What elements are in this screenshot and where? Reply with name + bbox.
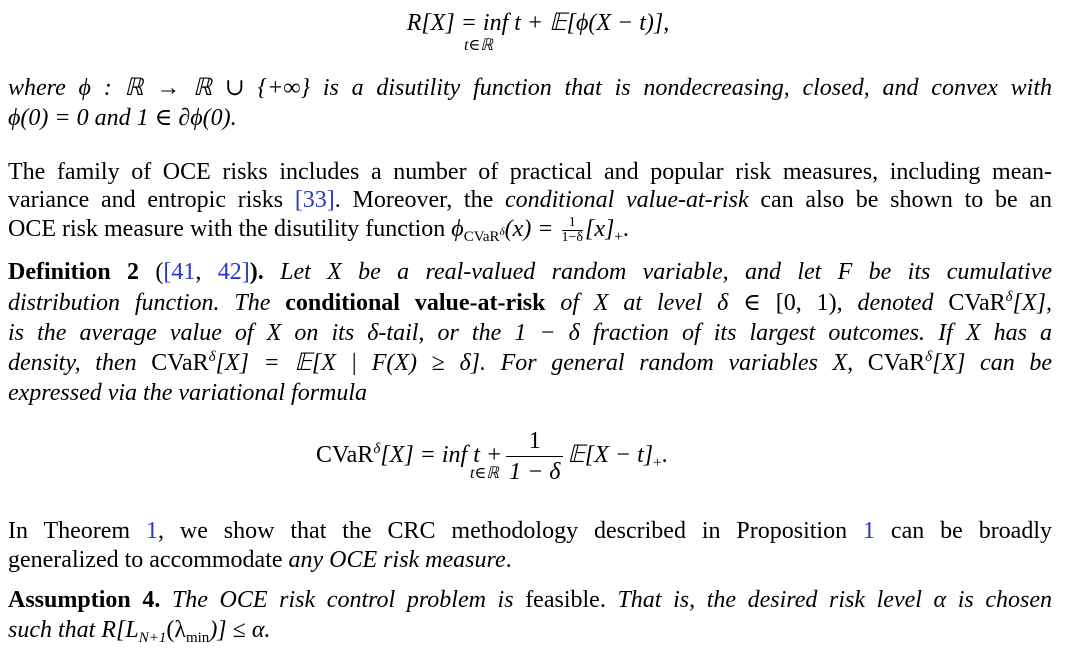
- paragraph-disutility-line-2: [8, 103, 1052, 133]
- text-oce-measure: OCE risk measure with the disutility function: [8, 216, 452, 242]
- math-cvar-expectation: [X] = 𝔼[X | F(X) ≥ δ]: [215, 350, 480, 376]
- text-broadly: can be broadly: [875, 518, 1053, 544]
- text-oce-problem: The OCE risk control problem is: [160, 587, 514, 613]
- text-cvar-bold: conditional value-at-risk: [285, 290, 546, 316]
- math-delta: δ: [1005, 289, 1013, 305]
- text-general: . For general random variables X,: [479, 350, 868, 376]
- text-generalized: generalized to accommodate: [8, 547, 289, 573]
- eq2-fraction-num: 1: [506, 426, 563, 457]
- text-of-x-level: of X at level δ ∈: [545, 290, 776, 316]
- paragraph-oce-family-line-2: [8, 185, 1052, 215]
- eq2-period: .: [661, 442, 668, 468]
- ref-proposition-1[interactable]: 1: [863, 518, 876, 544]
- math-cvar: CVaR: [948, 290, 1006, 316]
- equation-oce-risk-body: R[X] = inf t + 𝔼[ϕ(X − t)],: [406, 10, 670, 36]
- definition-2-line-1: [8, 257, 1052, 287]
- assumption-4-line-1: [8, 585, 1052, 615]
- text-can-be: can be: [965, 350, 1052, 376]
- text-cite-sep: ,: [195, 259, 218, 285]
- math-delta-sup: δ: [499, 226, 505, 238]
- eq2-inf: [X] = inf t +: [380, 442, 503, 468]
- citation-42[interactable]: 42]: [217, 259, 250, 285]
- paper-page: [8, 0, 1052, 659]
- paragraph-theorem-line-1: [8, 516, 1052, 546]
- paragraph-theorem-line-2: [8, 545, 1052, 575]
- text-such-that: such that: [8, 617, 102, 643]
- text-oce-family: The family of OCE risks includes a number of practical and popular risk measures, including mean-: [8, 159, 1052, 185]
- text-paren-open: (: [139, 259, 164, 285]
- text-denoted: , denoted: [836, 290, 949, 316]
- math-phi-zero: ϕ(0) = 0: [8, 105, 89, 131]
- definition-2-line-2: [8, 288, 1052, 318]
- math-cvar-3: CVaR: [867, 350, 926, 376]
- equation-oce-risk: [8, 8, 1068, 38]
- eq2-expectation: 𝔼[X − t]: [567, 442, 654, 468]
- text-period: .: [622, 216, 629, 242]
- text-moreover: . Moreover, the: [334, 187, 505, 213]
- text-crc: , we show that the CRC methodology described in Proposition: [158, 518, 864, 544]
- math-x-bracket-2: [X]: [932, 350, 966, 376]
- definition-2-line-5: [8, 378, 1052, 408]
- assumption-4-label: Assumption 4.: [8, 587, 161, 613]
- eq2-fraction-den: 1 − δ: [509, 458, 561, 485]
- definition-2-label: Definition 2: [8, 259, 140, 285]
- math-plus-sub: +: [614, 229, 623, 245]
- text-def-line3: is the average value of X on its δ-tail, or the 1 − δ fraction of its largest outcomes. If X has a: [8, 320, 1052, 346]
- fraction-small: [562, 216, 584, 245]
- math-risk-l: R[L: [101, 617, 139, 643]
- paragraph-oce-family-line-3: [8, 214, 1052, 245]
- math-delta-2: δ: [208, 349, 216, 365]
- equation-cvar-subscript: t∈ℝ: [470, 465, 499, 482]
- eq2-fraction: [506, 426, 563, 487]
- math-interval: [0, 1): [775, 290, 837, 316]
- eq2-cvar: CVaR: [316, 442, 374, 468]
- text-disutility-desc: is a disutility function that is nondecreasing, closed, and convex with: [310, 75, 1052, 101]
- math-x-bracket: [X],: [1012, 290, 1052, 316]
- math-cvar-2: CVaR: [151, 350, 209, 376]
- citation-41[interactable]: [41: [163, 259, 196, 285]
- definition-2-line-4: [8, 348, 1052, 378]
- text-in-theorem: In Theorem: [8, 518, 146, 544]
- assumption-4-line-2: [8, 615, 1052, 645]
- text-any-oce: any OCE risk measure: [288, 547, 506, 573]
- math-lambda: (λ: [166, 617, 186, 643]
- citation-33[interactable]: [33]: [294, 187, 335, 213]
- math-leq-alpha: )] ≤ α.: [209, 617, 271, 643]
- text-and: and: [88, 105, 137, 131]
- ref-theorem-1[interactable]: 1: [146, 518, 158, 544]
- math-arg-x: (x) =: [504, 216, 560, 242]
- text-period-2: .: [505, 547, 512, 573]
- text-where: where: [8, 75, 79, 101]
- math-phi-map: ϕ : ℝ → ℝ ∪ {+∞}: [78, 75, 311, 101]
- math-phi: ϕ: [451, 216, 464, 242]
- eq2-plus: +: [653, 455, 662, 471]
- text-density: density, then: [8, 350, 152, 376]
- paragraph-disutility-line-1: [8, 73, 1052, 103]
- text-shown: can also be shown to be an: [748, 187, 1053, 213]
- math-cvar-sub: CVaR: [463, 229, 500, 245]
- eq2-delta: δ: [373, 441, 381, 457]
- math-min: min: [185, 630, 210, 646]
- text-cvar-emph: conditional value-at-risk: [504, 187, 749, 213]
- math-subgradient: 1 ∈ ∂ϕ(0).: [136, 105, 237, 131]
- text-risk-level: That is, the desired risk level α is chosen: [605, 587, 1053, 613]
- fraction-small-num: 1: [562, 216, 584, 231]
- equation-oce-risk-subscript: t∈ℝ: [464, 37, 493, 54]
- math-bracket-x: [x]: [585, 216, 615, 242]
- math-n-plus-1: N+1: [138, 630, 167, 646]
- text-def-line1: Let X be a real-valued random variable, and let F be its cumulative: [263, 259, 1053, 285]
- definition-2-line-3: [8, 318, 1052, 348]
- math-delta-3: δ: [925, 349, 933, 365]
- text-variance: variance and entropic risks: [8, 187, 295, 213]
- paragraph-oce-family-line-1: [8, 157, 1052, 187]
- text-dist-fn: distribution function. The: [8, 290, 286, 316]
- text-feasible: feasible.: [513, 587, 606, 613]
- text-paren-close: ).: [249, 259, 264, 285]
- text-variational: expressed via the variational formula: [8, 380, 368, 406]
- fraction-small-den: 1−δ: [561, 229, 584, 245]
